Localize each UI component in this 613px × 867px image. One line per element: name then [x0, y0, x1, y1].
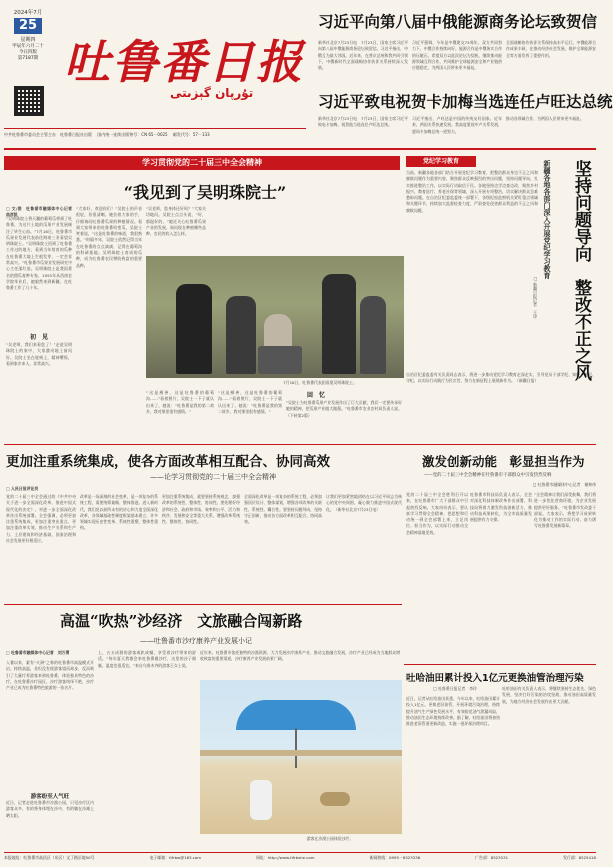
footer-dist: 发行部：8525418 [563, 855, 596, 860]
top-story1-headline: 习近平向第八届中俄能源商务论坛致贺信 [318, 13, 598, 31]
footer [4, 855, 596, 861]
top-story1-col2: 习近平强调，今年是中俄建交75周年，双方共同努力下，中俄合作持续向好。能源合作是中俄务实合作的压舱石。希望双方以此次论坛为契机，继续推动能源领域互利合作，共同维护全球能源安全和产业链供应链稳定，为两国人民带来更多福祉。 [412, 40, 502, 71]
footer-website[interactable]: 网址：http://www.tlfrbshe.com [256, 855, 315, 860]
tourism-col2: 上，五五成群的游客或趴或躺，享受着沙疗带来的舒适。“每年夏天我都会来吐鲁番做沙疗，这里的沙子细腻，温度也很适宜。”来自乌鲁木齐的游客王女士说。 [98, 650, 196, 668]
oil-headline: 吐哈油田累计投入1亿元更换油管治理污染 [406, 673, 584, 684]
wu-story-col6: “吴院士为吐鲁番瓜果产业发展作出了巨大贡献，我们一定要传承好她的精神，把瓜果产业做大做强。”吐鲁番市农业农村局负责人说。（下转第2版） [286, 400, 402, 418]
party-byline: □ 新疆日报记者 王诗 [533, 276, 538, 319]
party-subhead: 新疆各地各部门深入开展党纪学习教育 [543, 160, 551, 279]
reform-col2: 改革是一场深刻的社会变革，是一项复杂的系统工程，需要统筹兼顾、整体推进。进入新时代，我们党以前所未有的决心和力度全面深化改革，各领域基础性制度框架基本建立，许多领域实现历史性变革、系统性重塑、整体性重构。 [80, 494, 158, 531]
top-story2-col3: 推动各领域合作，为两国人民带来更多福祉。 [506, 116, 584, 121]
tourism-col1b: 近日，记者走进吐鲁番市沙漠公园，只见沙疗区内游客众多，有的将身体埋在沙中，有的躺在沙滩上晒太阳。 [6, 800, 94, 818]
wu-story-col5: “这是鄯善，这是吐鲁番的葡萄沟……”看着照片，吴院士一下子就认出来了，她说：“吐鲁番是我的第二故乡，我对那里很有感情。” [218, 390, 282, 414]
tourism-photo-caption: 游客在沙漠公园体验沙疗。 [306, 836, 354, 841]
party-label-text: 党纪学习教育 [422, 158, 459, 165]
banner-text: 学习贯彻党的二十届三中全会精神 [142, 158, 262, 167]
top-story2-headline: 习近平致电祝贺卡加梅当选连任卢旺达总统 [318, 93, 613, 111]
wu-photo-caption: 7月18日，吐鲁番代表团看望吴明珠院士。 [283, 380, 357, 385]
innov-headline: 激发创新动能 彰显担当作为 [422, 454, 585, 469]
tourism-subhead-visitors: 游客纷至人气旺 [30, 794, 70, 800]
innov-byline: □ 吐鲁番市融媒体中心记者 谢林伟 [532, 482, 596, 487]
right-divider [404, 664, 596, 665]
tourism-subhead: ——吐鲁番市沙疗康养产业发展小记 [140, 637, 252, 645]
tourism-byline: □ 吐鲁番市融媒体中心记者 刘万勇 [6, 650, 70, 655]
sponsor: 中共吐鲁番市委员会主管主办 吐鲁番日报社出版 [4, 132, 92, 137]
party-label [406, 156, 476, 167]
top-story1-col3: 全面战略协作伙伴关系保持高水平运行。中俄能源合作成果丰硕，在推动经济社会发展、维护全球能源安全等方面发挥了重要作用。 [506, 40, 596, 58]
issue-number: 第7187期 [17, 56, 39, 61]
footer-rule [4, 852, 596, 853]
innov-subhead: ——党的二十届三中全会精神在吐鲁番市干部群众中引发热烈反响 [424, 473, 552, 478]
wu-story-headline: “我见到了吴明珠院士” [123, 183, 287, 202]
footer-hotline: 新闻热线：0995－8523336 [369, 855, 421, 860]
wu-story-col1b: “吴老师，我们来看您了！”走进吴明珠院士的家中，大家激动地上前问好。吴院士坐在轮椅上，精神矍铄，看到家乡来人，非常高兴。 [6, 342, 72, 366]
top-divider [4, 148, 596, 150]
section-banner [4, 156, 400, 170]
wu-story-photo [146, 256, 404, 378]
wu-subhead-memory: 回 忆 [306, 392, 325, 399]
innov-col3: “全会精神让我们深受鼓舞，我们将进一步优化营商环境，为企业发展提供更好服务。”吐鲁番市发改委干部说。大家表示，将把学习成果转化为推动工作的实际行动，奋力谱写吐鲁番发展新篇章。 [534, 492, 596, 529]
innov-col2: 吐鲁番市科技局负责人表示，全会对深化科技体制改革作出部署，科技局将着力激发科技创新活力，推动科技成果转化，为全市高质量发展提供有力支撑。 [470, 492, 532, 523]
party-body: 当前，新疆各地各部门结合开展党纪学习教育，把整治群众身边不正之风和腐败问题作为重要内容，聚焦群众反映强烈的突出问题，坚持问题导向，扎实推进整治工作，以实际行动取信于民。各地坚持边学边查边改，聚焦乡村振兴、教育医疗、养老社保等领域，深入开展专项整治，切实解决群众急难愁盼问题。在自治区纪委监委统一部署下，各级纪检监察机关紧盯重点领域和关键环节，持续加大监督检查力度，严肃查处侵害群众利益的不正之风和腐败问题。 [406, 170, 538, 213]
date-weekday: 星期四 [20, 37, 36, 43]
reform-col1: 党的二十届三中全会通过的《中共中央关于进一步全面深化改革、推进中国式现代化的决定》，对进一步全面深化改革作出系统部署。全会强调，必须更加注重系统集成，更加注重突出重点，更加注重改革实效，推动生产关系和生产力、上层建筑和经济基础、国家治理和社会发展更好相适应。 [6, 494, 76, 544]
reform-col5: 让我们更加紧密地团结在以习近平同志为核心的党中央周围，凝心聚力推进中国式现代化。（新华社北京7月23日电） [326, 494, 402, 512]
cn-code: 国内统一连续出版物号：CN 65－0025 [97, 132, 168, 137]
reform-col4: 全面深化改革是一项复杂的系统工程，必须加强顶层设计、整体谋划，增强各项改革的关联性、系统性、耦合性。要坚持问题导向，坚持守正创新，推动各方面改革相互配合、协同高效。 [244, 494, 322, 525]
qr-code[interactable] [14, 86, 44, 116]
wu-story-col2: “大家好，欢迎你们！”吴院士的声音很轻，但很清晰。她拉着大家的手，仔细询问吐鲁番瓜果的种植情况。看到大家带来的吐鲁番哈密瓜，吴院士笑着说，“这是吐鲁番的味道，我很熟悉。”时隔多年，吴院士依然记得当年在吐鲁番的点点滴滴，记得在葡萄沟的科研基地。吴明珠院士育成的瓜种，成为吐鲁番农民增收致富的重要品种。 [76, 206, 142, 268]
tourism-col1: 入暑以来，素有“火洲”之称的吐鲁番市高温模式开启。持续高温，非但没有使游客望而却步，反而吸引了大量疗养游客来到吐鲁番，体验独具特色的沙疗。在吐鲁番沙疗园区，沙疗游客络绎不绝，沙疗产业已成为吐鲁番特色旅游的一张名片。 [6, 660, 94, 691]
wu-story-col3: “吴老师，您身体还好吗？”大家关切地问。吴院士点点头说，“好，都挺好的。”她还关心吐鲁番瓜果产业的发展，询问现在种植哪些品种，农民的收入怎么样。 [146, 206, 206, 237]
top-story1-col1: 新华社北京7月23日电 7月23日，国家主席习近平向第八届中俄能源商务论坛致贺信。习近平指出，中俄互为最大邻国。近年来，在普京总统和我共同引领下，中俄新时代全面战略协作伙伴关系持续深入发展。 [318, 40, 408, 71]
date-lunar: 甲辰年六月二十 [12, 44, 44, 49]
party-headline: 坚持问题导向 整改不正之风 [571, 160, 591, 381]
tourism-col3: 近年来，吐鲁番市依托独特的沙漠资源，大力发展沙疗康养产业，推动文旅融合发展，沙疗产业已经成为当地群众增收致富的重要渠道，沙疗康养产业发展前景广阔。 [200, 650, 400, 662]
mid-divider [4, 444, 596, 445]
innov-col1: 党的二十届三中全会胜利召开以来，在吐鲁番市广大干部群众中引起热烈反响。大家纷纷表示，要认真学习贯彻全会精神，把思想和行动统一到全会部署上来，立足岗位、担当作为，以实际行动推动全会精神落地见效。 [406, 492, 468, 535]
oil-byline: □ 吐鲁番日报记者 李玲 [433, 686, 477, 691]
wu-story-col4: “这是鄯善，这是吐鲁番的葡萄沟……”看着照片，吴院士一下子就认出来了，她说：“吐鲁番是我的第二故乡，我对那里很有感情。” [146, 390, 214, 414]
wu-story-byline: □ 文/图 吐鲁番市融媒体中心记者 曲彦凯 [6, 206, 76, 218]
oil-col1: 近日，记者从吐哈油田获悉，今年以来，吐哈油田累计投入1亿元，更换老旧油管，开展环境污染治理，持续提升油气生产绿色发展水平，有效防范油气泄漏风险，推动油田生态环境持续改善。据了解，吐哈油田将加快推进老旧管道更新改造，实施一批环保治理项目。 [406, 696, 500, 727]
date-year-month: 2024年7月 [13, 10, 43, 16]
date-box [4, 8, 52, 78]
uyghur-logo: تۇرپان گېزىتى [170, 86, 254, 100]
wu-story-col1: “吴明珠院士将天疆的葡萄瓜带到了吐鲁番，为这片土地的瓜果产业发展倾注了毕生心血。”7月18日，吐鲁番市瓜果业发展代表前往海南三亚看望吴明珠院士。“吴明珠院士回到了吐鲁番工作过的地方，看到当年培育的瓜种在吐鲁番大地上生根发芽，一定会非常高兴。”吐鲁番市瓜果业发展研究中心主任邵红说。吴明珠院士是我国著名的甜瓜育种专家，1955年从西南农学院毕业后，她毅然来到新疆，在吐鲁番工作了几十年。 [6, 216, 72, 291]
party-body2: 自治区纪委监委有关负责同志表示，将进一步推动党纪学习教育走深走实，引导党员干部学纪、知纪、明纪、守纪，以实际行动践行为民宗旨，努力在新征程上展现新作为。（新疆日报） [406, 372, 596, 384]
tourism-headline: 高温“吹热”沙经济 文旅融合闯新路 [60, 612, 303, 630]
top-story2-col1: 新华社北京7月23日电 7月23日，国家主席习近平致电卡加梅，祝贺他当选连任卢旺达总统。 [318, 116, 408, 128]
left-divider [4, 604, 402, 605]
footer-email[interactable]: 电子邮箱：tlfrbw@163.com [149, 855, 202, 860]
reform-byline: □ 人民日报评论员 [6, 486, 39, 491]
postal-code: 邮发代号：57－133 [172, 132, 210, 137]
footer-ad: 广告部：8523531 [475, 855, 509, 860]
page-count: 今日四版 [19, 50, 37, 55]
top-story2-col2: 习近平指出，卢旺达是中国的传统友好国家。近年来，两国关系快速发展。我高度重视中卢关系发展，愿同卡加梅总统一道努力。 [412, 116, 502, 134]
footer-address: 本报地址：吐鲁番市高昌区（东区）文丁路贡地50号 [4, 855, 95, 860]
masthead-info [4, 132, 306, 138]
date-day: 25 [14, 18, 42, 34]
tourism-photo [200, 680, 402, 834]
reform-col3: 更加注重系统集成，就要坚持系统观念，加强改革的系统性、整体性、协同性。要处理好经济和社会、政府和市场、效率和公平、活力和秩序、发展和安全等重大关系，增强改革系统性、整体性、协同性。 [162, 494, 240, 525]
oil-col2: 吐哈油田有关负责人表示，将继续坚持生态优先、绿色发展，坚决打好污染防治攻坚战，推动油田高质量发展，为地方经济社会发展作出更大贡献。 [502, 686, 596, 704]
masthead-rule [4, 128, 306, 129]
newspaper-logo: 吐鲁番日报 [64, 35, 304, 89]
reform-subhead: ——论学习贯彻党的二十届三中全会精神 [150, 473, 276, 481]
wu-subhead-first-meeting: 初 见 [29, 334, 48, 341]
reform-headline: 更加注重系统集成，使各方面改革相互配合、协同高效 [6, 454, 330, 470]
